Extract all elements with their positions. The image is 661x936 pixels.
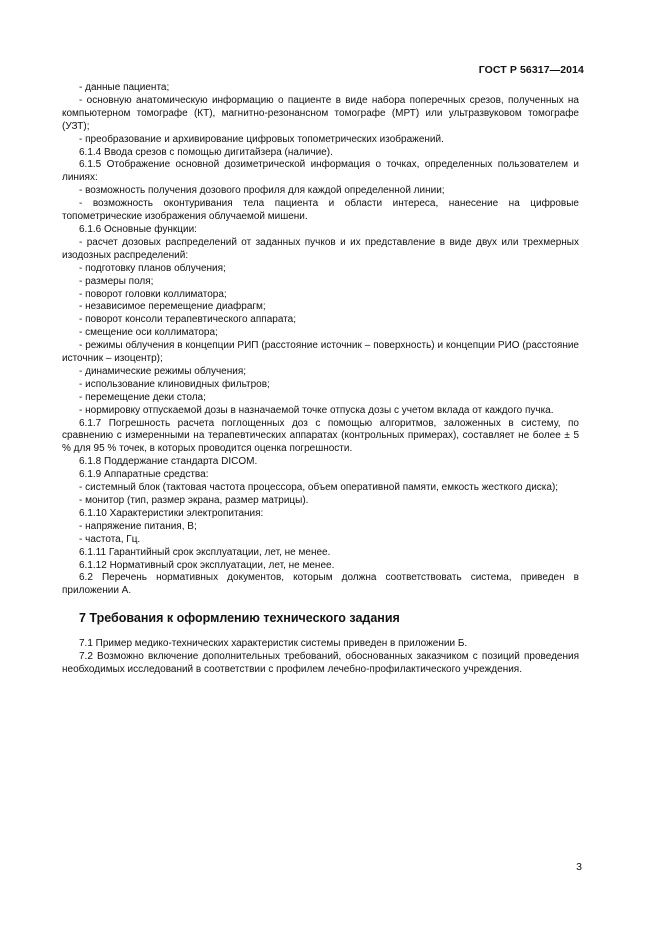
list-item-gantry-rotation: - поворот консоли терапевтического аппарата; <box>79 314 296 326</box>
section-6-body <box>62 82 579 598</box>
clause-6-1-6: 6.1.6 Основные функции: <box>79 223 197 235</box>
list-item-collimator-offset: - смещение оси коллиматора; <box>79 327 218 339</box>
clause-6-2: 6.2 Перечень нормативных документов, которым должна соответствовать система, приведен в приложении А. <box>62 572 579 597</box>
list-item-contouring: - возможность оконтуривания тела пациента и области интереса, нанесение на цифровые топометрические изображения облучаемой мишени. <box>62 198 579 223</box>
list-item-diaphragm-movement: - независимое перемещение диафрагм; <box>79 301 266 313</box>
clause-6-1-10: 6.1.10 Характеристики электропитания: <box>79 507 264 519</box>
list-item-anatomical-info: - основную анатомическую информацию о пациенте в виде набора поперечных срезов, полученных на компьютерном томографе (КТ), магнитно-резонансном томографе (МРТ) или ультразвуковом томографе (УЗТ); <box>62 94 579 132</box>
list-item-patient-data: - данные пациента; <box>79 82 170 93</box>
clause-6-1-9: 6.1.9 Аппаратные средства: <box>79 469 209 481</box>
list-item-irradiation-modes: - режимы облучения в концепции РИП (расстояние источник – поверхность) и концепции РИО (расстояние источник – изоцентр); <box>62 340 579 365</box>
list-item-field-size: - размеры поля; <box>79 275 154 287</box>
list-item-wedge-filters: - использование клиновидных фильтров; <box>79 378 270 390</box>
clause-7-1: 7.1 Пример медико-технических характеристик системы приведен в приложении Б. <box>79 638 468 650</box>
clause-7-2: 7.2 Возможно включение дополнительных требований, обоснованных заказчиком с позиций проведения необходимых исследований в соответствии с профилем лечебно-профилактического учреждения. <box>62 651 579 676</box>
document-header: ГОСТ Р 56317—2014 <box>478 64 584 76</box>
section-7-title: 7 Требования к оформлению технического задания <box>79 611 400 626</box>
list-item-plan-preparation: - подготовку планов облучения; <box>79 262 226 274</box>
clause-6-1-8: 6.1.8 Поддержание стандарта DICOM. <box>79 456 258 468</box>
section-7-body <box>62 638 579 677</box>
list-item-dose-normalization: - нормировку отпускаемой дозы в назначаемой точке отпуска дозы с учетом вклада от каждого пучка. <box>79 404 554 416</box>
clause-6-1-11: 6.1.11 Гарантийный срок эксплуатации, лет, не менее. <box>79 546 331 558</box>
list-item-table-movement: - перемещение деки стола; <box>79 391 206 403</box>
list-item-supply-voltage: - напряжение питания, В; <box>79 520 197 532</box>
list-item-monitor: - монитор (тип, размер экрана, размер матрицы). <box>79 495 309 506</box>
list-item-dose-profile: - возможность получения дозового профиля для каждой определенной линии; <box>79 185 445 197</box>
list-item-dose-calculation: - расчет дозовых распределений от заданных пучков и их представление в виде двух или трехмерных изодозных распределений: <box>62 236 579 261</box>
list-item-collimator-rotation: - поворот головки коллиматора; <box>79 288 227 300</box>
list-item-system-unit: - системный блок (тактовая частота процессора, объем оперативной памяти, емкость жесткого диска); <box>79 482 559 494</box>
document-body <box>62 82 579 677</box>
list-item-dynamic-modes: - динамические режимы облучения; <box>79 365 247 377</box>
page-number: 3 <box>576 861 582 873</box>
clause-6-1-4: 6.1.4 Ввода срезов с помощью дигитайзера (наличие). <box>79 146 333 158</box>
clause-6-1-7: 6.1.7 Погрешность расчета поглощенных доз с помощью алгоритмов, заложенных в систему, по сравнению с измеренными на терапевтических аппаратах (контрольных примерах), составляет не более ± 5 % для 95 % точек, в которых проводится оценка погрешности. <box>62 417 579 455</box>
list-item-frequency: - частота, Гц. <box>79 533 141 545</box>
list-item-image-archiving: - преобразование и архивирование цифровых топометрических изображений. <box>79 133 444 145</box>
clause-6-1-5: 6.1.5 Отображение основной дозиметрической информация о точках, определенных пользователем и линиях: <box>62 159 579 184</box>
clause-6-1-12: 6.1.12 Нормативный срок эксплуатации, лет, не менее. <box>79 559 335 571</box>
